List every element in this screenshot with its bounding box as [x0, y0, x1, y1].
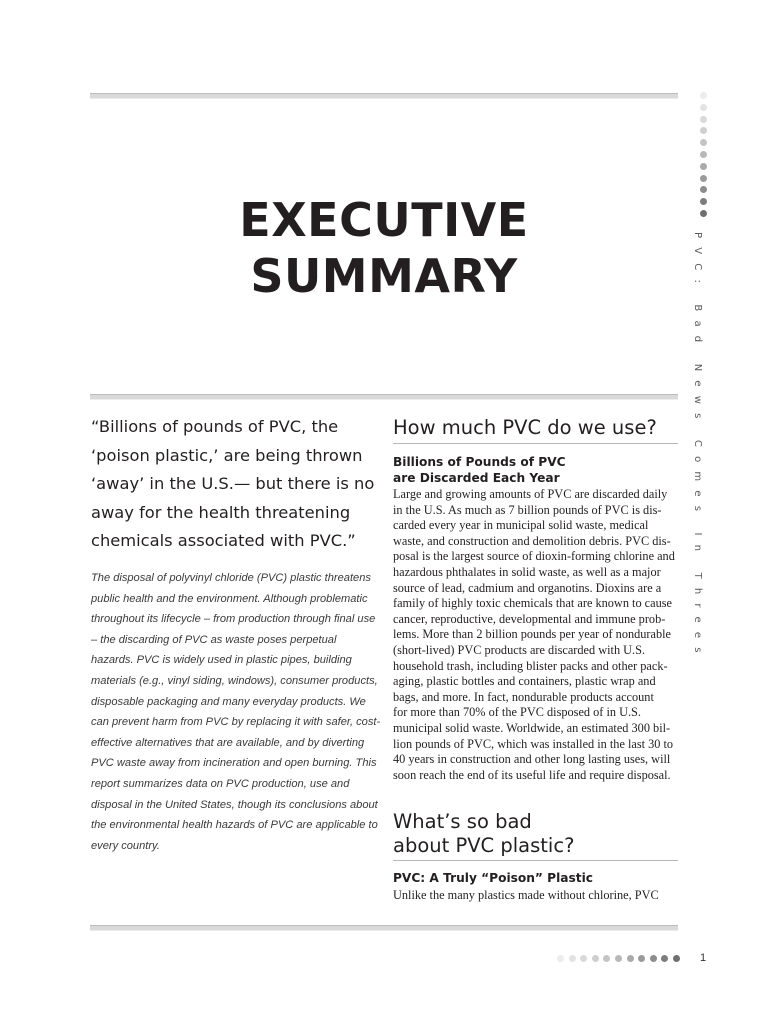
body-line: Large and growing amounts of PVC are discarded daily	[393, 487, 668, 501]
body-line: lems. More than 2 billion pounds per year of nondurable	[393, 627, 671, 642]
section-heading-usage: How much PVC do we use?	[393, 416, 678, 444]
usage-body-text	[393, 487, 679, 783]
dot-icon	[673, 955, 680, 962]
middle-divider	[90, 394, 678, 400]
body-line: family of highly toxic chemicals that are known to cause	[393, 596, 672, 611]
body-line: in the U.S. As much as 7 billion pounds of PVC is dis-	[393, 502, 662, 517]
dot-icon	[650, 955, 657, 962]
page-title-line-2: SUMMARY	[250, 249, 518, 303]
dot-icon	[569, 955, 576, 962]
body-line: cancer, reproductive, developmental and immune prob-	[393, 611, 666, 626]
page-number: 1	[700, 952, 707, 964]
dot-icon	[700, 198, 707, 205]
intro-paragraph: The disposal of polyvinyl chloride (PVC) plastic threatens public health and the environment. Although problematic throughout its lifecycle – from production through final use – the discarding of PVC as waste poses perpetual hazards. PVC is widely used in plastic pipes, building materials (e.g., vinyl siding, windows), consumer products, disposable packaging and many everyday products. We can prevent harm from PVC by replacing it with safer, cost-effective alternatives that are available, and by diverting PVC waste away from incineration and open burning. This report summarizes data on PVC production, use and disposal in the United States, though its conclusions about the environmental health hazards of PVC are applicable to every country.	[91, 572, 381, 852]
dot-icon	[700, 104, 707, 111]
body-line: hazardous phthalates in solid waste, as well as a major	[393, 564, 661, 579]
dot-icon	[592, 955, 599, 962]
body-line: bags, and more. In fact, nondurable products account	[393, 689, 654, 704]
body-line: municipal solid waste. Worldwide, an estimated 300 bil-	[393, 720, 671, 735]
body-line: aging, plastic bottles and containers, plastic wrap and	[393, 674, 656, 689]
body-line: household trash, including blister packs and other pack-	[393, 658, 668, 673]
dot-icon	[700, 175, 707, 182]
dot-icon	[700, 186, 707, 193]
body-line: waste, and construction and demolition debris. PVC dis-	[393, 533, 671, 548]
body-line: (short-lived) PVC products are discarded with U.S.	[393, 642, 646, 657]
running-title-text: PVC: Bad News Comes In Threes	[692, 232, 703, 662]
dot-icon	[638, 955, 645, 962]
dot-icon	[700, 116, 707, 123]
body-line: carded every year in municipal solid waste, medical	[393, 518, 649, 533]
body-line: lion pounds of PVC, which was installed in the last 30 to	[393, 736, 674, 751]
pull-quote: “Billions of pounds of PVC, the ‘poison plastic,’ are being thrown ‘away’ in the U.S.— but there is no away for the health threatening chemicals associated with PVC.”	[91, 417, 375, 551]
dot-icon	[700, 127, 707, 134]
dot-icon	[627, 955, 634, 962]
dot-icon	[700, 210, 707, 217]
dot-icon	[603, 955, 610, 962]
top-divider	[90, 93, 678, 99]
vertical-dot-decoration	[699, 92, 709, 222]
dot-icon	[557, 955, 564, 962]
body-line: 40 years in construction and other long lasting uses, will	[393, 752, 671, 767]
running-title	[683, 232, 723, 662]
dot-icon	[615, 955, 622, 962]
dot-icon	[661, 955, 668, 962]
dot-icon	[700, 151, 707, 158]
dot-icon	[700, 163, 707, 170]
body-line: for more than 70% of the PVC disposed of in U.S.	[393, 705, 641, 720]
section-heading-bad: What’s so bad about PVC plastic?	[393, 810, 678, 861]
poison-body-text: Unlike the many plastics made without chlorine, PVC	[393, 888, 659, 902]
body-line: source of lead, cadmium and organotins. Dioxins are a	[393, 580, 662, 595]
horizontal-dot-decoration	[557, 955, 685, 963]
subheading-poison: PVC: A Truly “Poison” Plastic	[393, 871, 593, 885]
page-title-line-1: EXECUTIVE	[239, 193, 529, 247]
subheading-billions: Billions of Pounds of PVC are Discarded Each Year	[393, 455, 566, 485]
dot-icon	[700, 92, 707, 99]
body-line: posal is the largest source of dioxin-forming chlorine and	[393, 549, 675, 564]
dot-icon	[580, 955, 587, 962]
body-line: soon reach the end of its useful life and require disposal.	[393, 767, 671, 782]
dot-icon	[700, 139, 707, 146]
bottom-divider	[90, 925, 678, 931]
